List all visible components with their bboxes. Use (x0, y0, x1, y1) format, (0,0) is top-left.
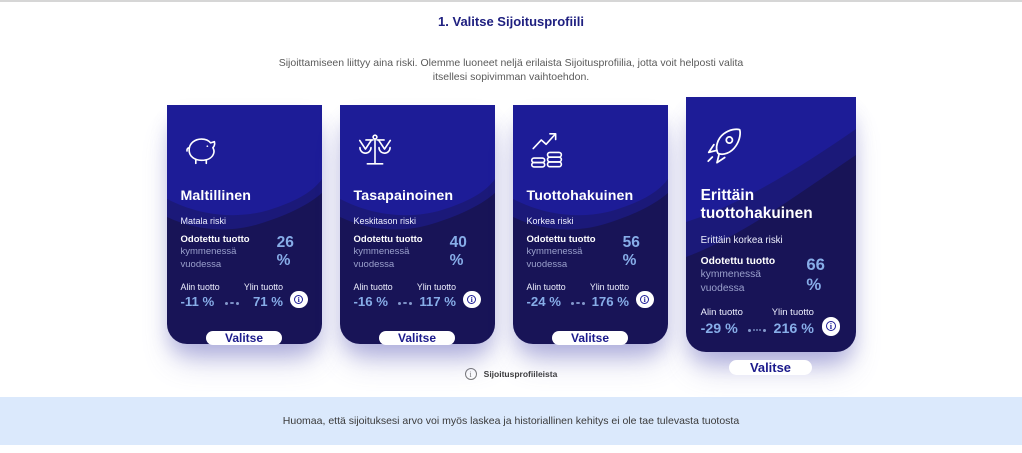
info-icon: i (465, 368, 477, 380)
expected-return-label: Odotettu tuotto (353, 233, 423, 245)
expected-return-value: 56 % (622, 234, 640, 270)
piggy-bank-icon (181, 129, 223, 171)
range-dotted-line (748, 329, 766, 332)
profile-name: Maltillinen (180, 188, 251, 205)
expected-return-value: 26 % (276, 234, 294, 270)
expected-return-label: Odotettu tuotto (180, 233, 250, 245)
max-return-value: 176 % (591, 294, 629, 310)
profile-card-tuottohakuinen (513, 105, 668, 344)
top-divider (0, 0, 1022, 2)
max-return-label: Ylin tuotto (243, 282, 283, 293)
expected-return-row (527, 234, 654, 272)
risk-label: Matala riski (180, 215, 227, 226)
return-range-row (701, 307, 841, 336)
expected-return-row (181, 234, 308, 272)
min-return-value: -24 % (526, 294, 561, 310)
expected-return-period: kymmenessä vuodessa (353, 246, 410, 270)
expected-return-period: kymmenessä vuodessa (526, 246, 583, 270)
disclaimer-band (0, 397, 1022, 445)
min-return-label: Alin tuotto (180, 282, 220, 293)
return-range-row (527, 282, 654, 309)
min-return-label: Alin tuotto (700, 307, 743, 319)
chart-coins-icon (527, 129, 569, 171)
expected-return-period: kymmenessä vuodessa (180, 246, 237, 270)
range-dotted-line (225, 302, 239, 305)
expected-return-label: Odotettu tuotto (526, 233, 596, 245)
min-return-value: -11 % (180, 294, 215, 310)
profile-card-erittain-tuottohakuinen (686, 97, 856, 375)
page-title: 1. Valitse Sijoitusprofiili (438, 14, 584, 29)
profile-name: Erittäin tuottohakuinen (700, 186, 813, 222)
profile-card-tasapainoinen (340, 105, 495, 344)
risk-label: Keskitason riski (353, 215, 417, 226)
expected-return-row (354, 234, 481, 272)
return-range-row (181, 282, 308, 309)
scales-icon (354, 129, 396, 171)
max-return-label: Ylin tuotto (416, 282, 456, 293)
info-link-label: Sijoitusprofiileista (483, 369, 558, 379)
range-dotted-line (571, 302, 585, 305)
info-icon[interactable]: i (636, 291, 654, 309)
expected-return-value: 66 % (806, 255, 825, 295)
min-return-value: -16 % (353, 294, 388, 310)
profiles-info-link[interactable] (0, 368, 1022, 380)
profile-card-maltillinen (167, 105, 322, 344)
expected-return-value: 40 % (449, 234, 467, 270)
max-return-value: 216 % (773, 320, 814, 337)
range-dotted-line (398, 302, 412, 305)
info-icon[interactable]: i (463, 291, 481, 309)
min-return-label: Alin tuotto (526, 282, 566, 293)
profile-name: Tuottohakuinen (526, 188, 634, 205)
max-return-label: Ylin tuotto (589, 282, 629, 293)
expected-return-period: kymmenessä vuodessa (700, 269, 761, 294)
risk-label: Korkea riski (526, 215, 574, 226)
select-button[interactable]: Valitse (206, 331, 282, 345)
info-icon[interactable]: i (290, 291, 308, 309)
min-return-value: -29 % (700, 320, 738, 337)
max-return-label: Ylin tuotto (771, 307, 814, 319)
return-range-row (354, 282, 481, 309)
disclaimer-text: Huomaa, että sijoituksesi arvo voi myös laskea ja historiallinen kehitys ei ole tae tulevasta tuotosta (282, 414, 740, 427)
select-button[interactable]: Valitse (552, 331, 628, 345)
rocket-icon (701, 123, 746, 168)
risk-label: Erittäin korkea riski (700, 235, 783, 247)
select-button[interactable]: Valitse (729, 360, 813, 375)
expected-return-row (701, 255, 841, 296)
max-return-value: 71 % (252, 294, 283, 310)
select-button[interactable]: Valitse (379, 331, 455, 345)
page-subtitle: Sijoittamiseen liittyy aina riski. Olemme luoneet neljä erilaista Sijoitusprofiilia, jotta voit helposti valita itsellesi sopivimman vaihtoehdon. (278, 57, 744, 83)
min-return-label: Alin tuotto (353, 282, 393, 293)
profile-name: Tasapainoinen (353, 188, 454, 205)
info-icon[interactable]: i (822, 317, 841, 336)
expected-return-label: Odotettu tuotto (700, 255, 776, 267)
max-return-value: 117 % (419, 294, 456, 310)
